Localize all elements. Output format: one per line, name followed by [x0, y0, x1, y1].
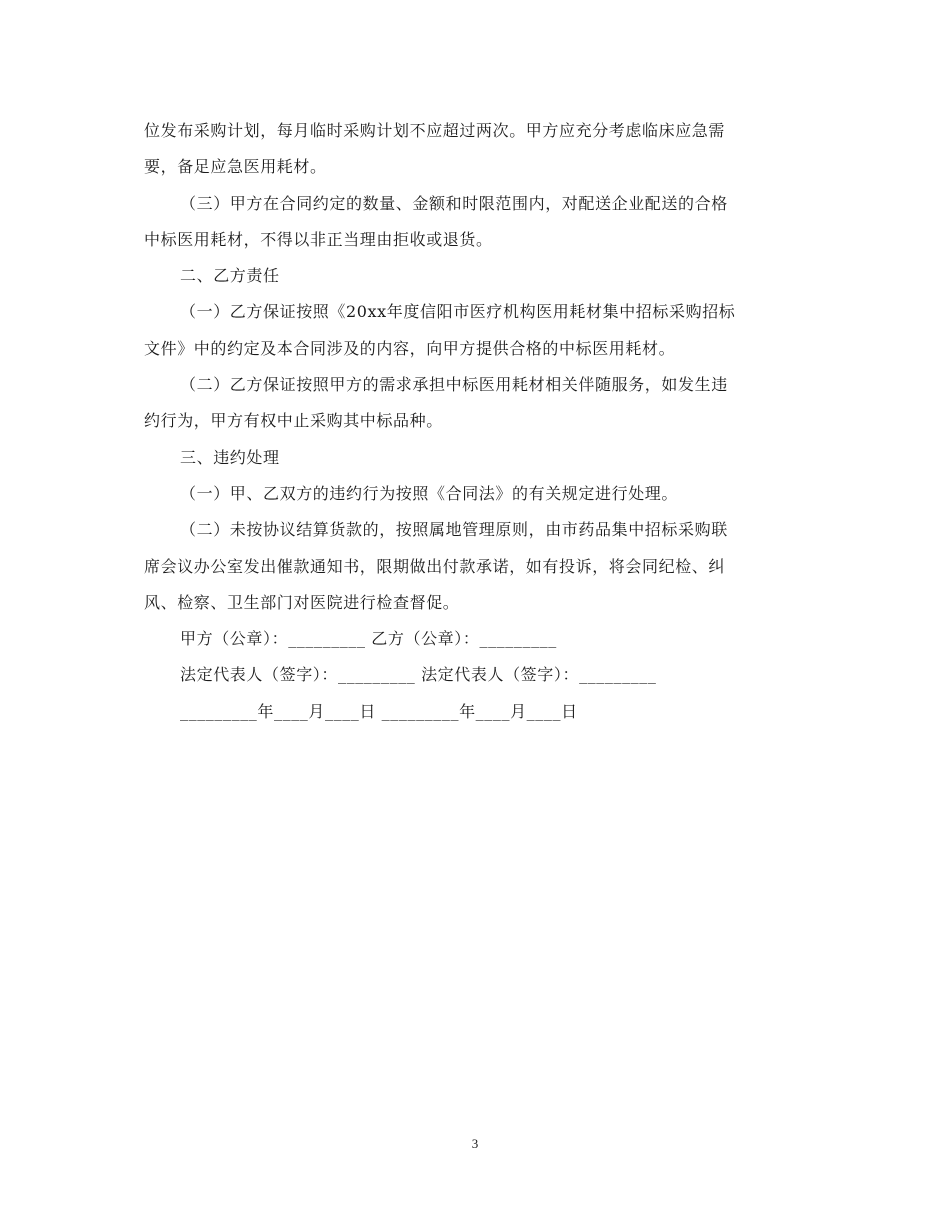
document-body	[144, 113, 806, 730]
text-line: 风、检察、卫生部门对医院进行检查督促。	[144, 592, 460, 612]
text-line: 位发布采购计划，每月临时采购计划不应超过两次。甲方应充分考虑临床应急需	[144, 121, 726, 140]
text-line: （三）甲方在合同约定的数量、金额和时限范围内，对配送企业配送的合格	[180, 193, 728, 213]
text-line: （一）甲、乙双方的违约行为按照《合同法》的有关规定进行处理。	[180, 483, 679, 503]
text-line: 席会议办公室发出催款通知书，限期做出付款承诺，如有投诉，将会同纪检、纠	[144, 556, 726, 576]
section-heading: 三、违约处理	[180, 447, 280, 467]
text-line: （一）乙方保证按照《20xx年度信阳市医疗机构医用耗材集中招标采购招标	[180, 302, 736, 322]
signature-line: 法定代表人（签字）：_________ 法定代表人（签字）：_________	[180, 665, 657, 685]
text-line: 要，备足应急医用耗材。	[144, 157, 327, 177]
text-line: 文件》中的约定及本合同涉及的内容，向甲方提供合格的中标医用耗材。	[144, 338, 676, 358]
text-line: 中标医用耗材，不得以非正当理由拒收或退货。	[144, 229, 493, 249]
page-number: 3	[471, 1136, 479, 1151]
text-line: 约行为，甲方有权中止采购其中标品种。	[144, 411, 443, 431]
section-heading: 二、乙方责任	[180, 266, 280, 286]
seal-line: 甲方（公章）：_________ 乙方（公章）：_________	[180, 629, 557, 649]
text-line: （二）乙方保证按照甲方的需求承担中标医用耗材相关伴随服务，如发生违	[180, 375, 728, 395]
date-line: _________年____月____日 _________年____月____日	[180, 701, 578, 721]
text-line: （二）未按协议结算货款的，按照属地管理原则，由市药品集中招标采购联	[180, 520, 728, 540]
